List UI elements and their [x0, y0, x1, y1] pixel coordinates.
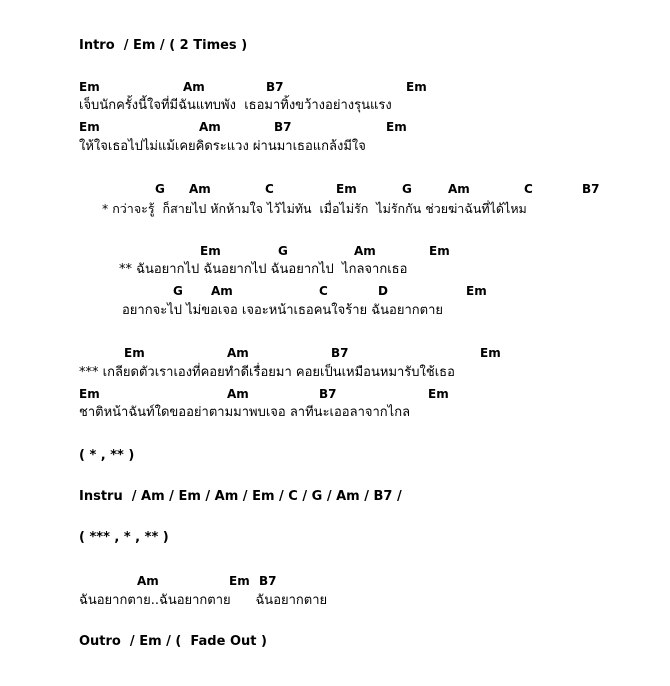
chord: Am — [227, 387, 249, 401]
chord: Em — [124, 346, 145, 360]
chord: G — [155, 182, 165, 196]
chord: Em — [200, 244, 221, 258]
lyric-line: *** เกลียดตัวเราเองที่คอยทำดีเรื่อยมา คอยเป็นเหมือนหมารับใช้เธอ — [79, 365, 455, 380]
chord: D — [378, 284, 388, 298]
chord: Am — [199, 120, 221, 134]
chord: Am — [448, 182, 470, 196]
chord: Em — [406, 80, 427, 94]
chord: Em — [79, 387, 100, 401]
chord: Em — [429, 244, 450, 258]
repeat-marker: ( *** , * , ** ) — [79, 530, 169, 545]
chord: B7 — [259, 574, 277, 588]
intro-line: Intro / Em / ( 2 Times ) — [79, 38, 248, 53]
chord: Em — [79, 120, 100, 134]
lyric-line: ให้ใจเธอไปไม่แม้เคยคิดระแวง ผ่านมาเธอแกล้งมีใจ — [79, 139, 366, 154]
chord: B7 — [266, 80, 284, 94]
chord: Em — [79, 80, 100, 94]
chord: G — [173, 284, 183, 298]
chord: B7 — [319, 387, 337, 401]
chord: Am — [227, 346, 249, 360]
instru-line: Instru / Am / Em / Am / Em / C / G / Am / B7 / — [79, 489, 402, 504]
lyric-line: * กว่าจะรู้ ก็สายไป หักห้ามใจ ไว้ไม่ทัน เมื่อไม่รัก ไม่รักกัน ช่วยฆ่าฉันที่ได้ไหม — [102, 201, 527, 216]
chord: B7 — [582, 182, 600, 196]
chord: Am — [137, 574, 159, 588]
chord: C — [524, 182, 533, 196]
chord: G — [402, 182, 412, 196]
chord: C — [265, 182, 274, 196]
chord: Am — [211, 284, 233, 298]
lyric-line: เจ็บนักครั้งนี้ใจที่มีฉันแทบพัง เธอมาทิ้งขว้างอย่างรุนแรง — [79, 98, 392, 113]
lyric-line: อยากจะไป ไม่ขอเจอ เจอะหน้าเธอคนใจร้าย ฉันอยากตาย — [122, 303, 443, 318]
chord: Am — [354, 244, 376, 258]
outro-line: Outro / Em / ( Fade Out ) — [79, 634, 267, 649]
chord: B7 — [331, 346, 349, 360]
repeat-marker: ( * , ** ) — [79, 448, 135, 463]
chord: B7 — [274, 120, 292, 134]
chord: Em — [336, 182, 357, 196]
chord: Em — [229, 574, 250, 588]
chord: Em — [428, 387, 449, 401]
lyric-line: ฉันอยากตาย..ฉันอยากตาย ฉันอยากตาย — [79, 593, 328, 608]
chord: Am — [189, 182, 211, 196]
chord: Am — [183, 80, 205, 94]
chord: Em — [386, 120, 407, 134]
lyric-line: ชาติหน้าฉันท์ใดขออย่าตามมาพบเจอ ลาทีนะเออลาจากไกล — [79, 405, 411, 420]
chord: G — [278, 244, 288, 258]
lyric-line: ** ฉันอยากไป ฉันอยากไป ฉันอยากไป ไกลจากเธอ — [119, 262, 408, 277]
chord: C — [319, 284, 328, 298]
chord: Em — [480, 346, 501, 360]
chord: Em — [466, 284, 487, 298]
